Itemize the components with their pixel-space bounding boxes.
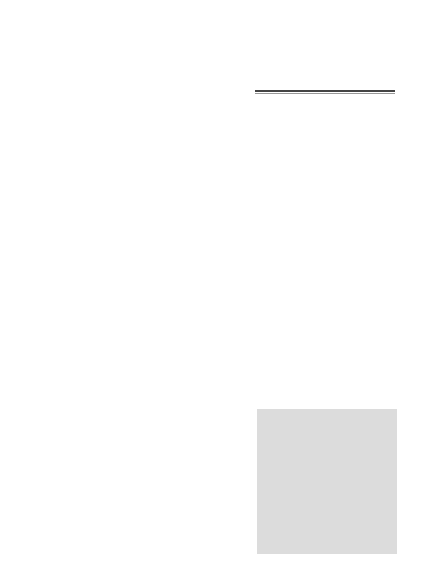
notice-box (257, 409, 397, 554)
committee-panel (255, 90, 395, 99)
top-rule (255, 90, 395, 92)
top-rule-thin (255, 93, 395, 94)
